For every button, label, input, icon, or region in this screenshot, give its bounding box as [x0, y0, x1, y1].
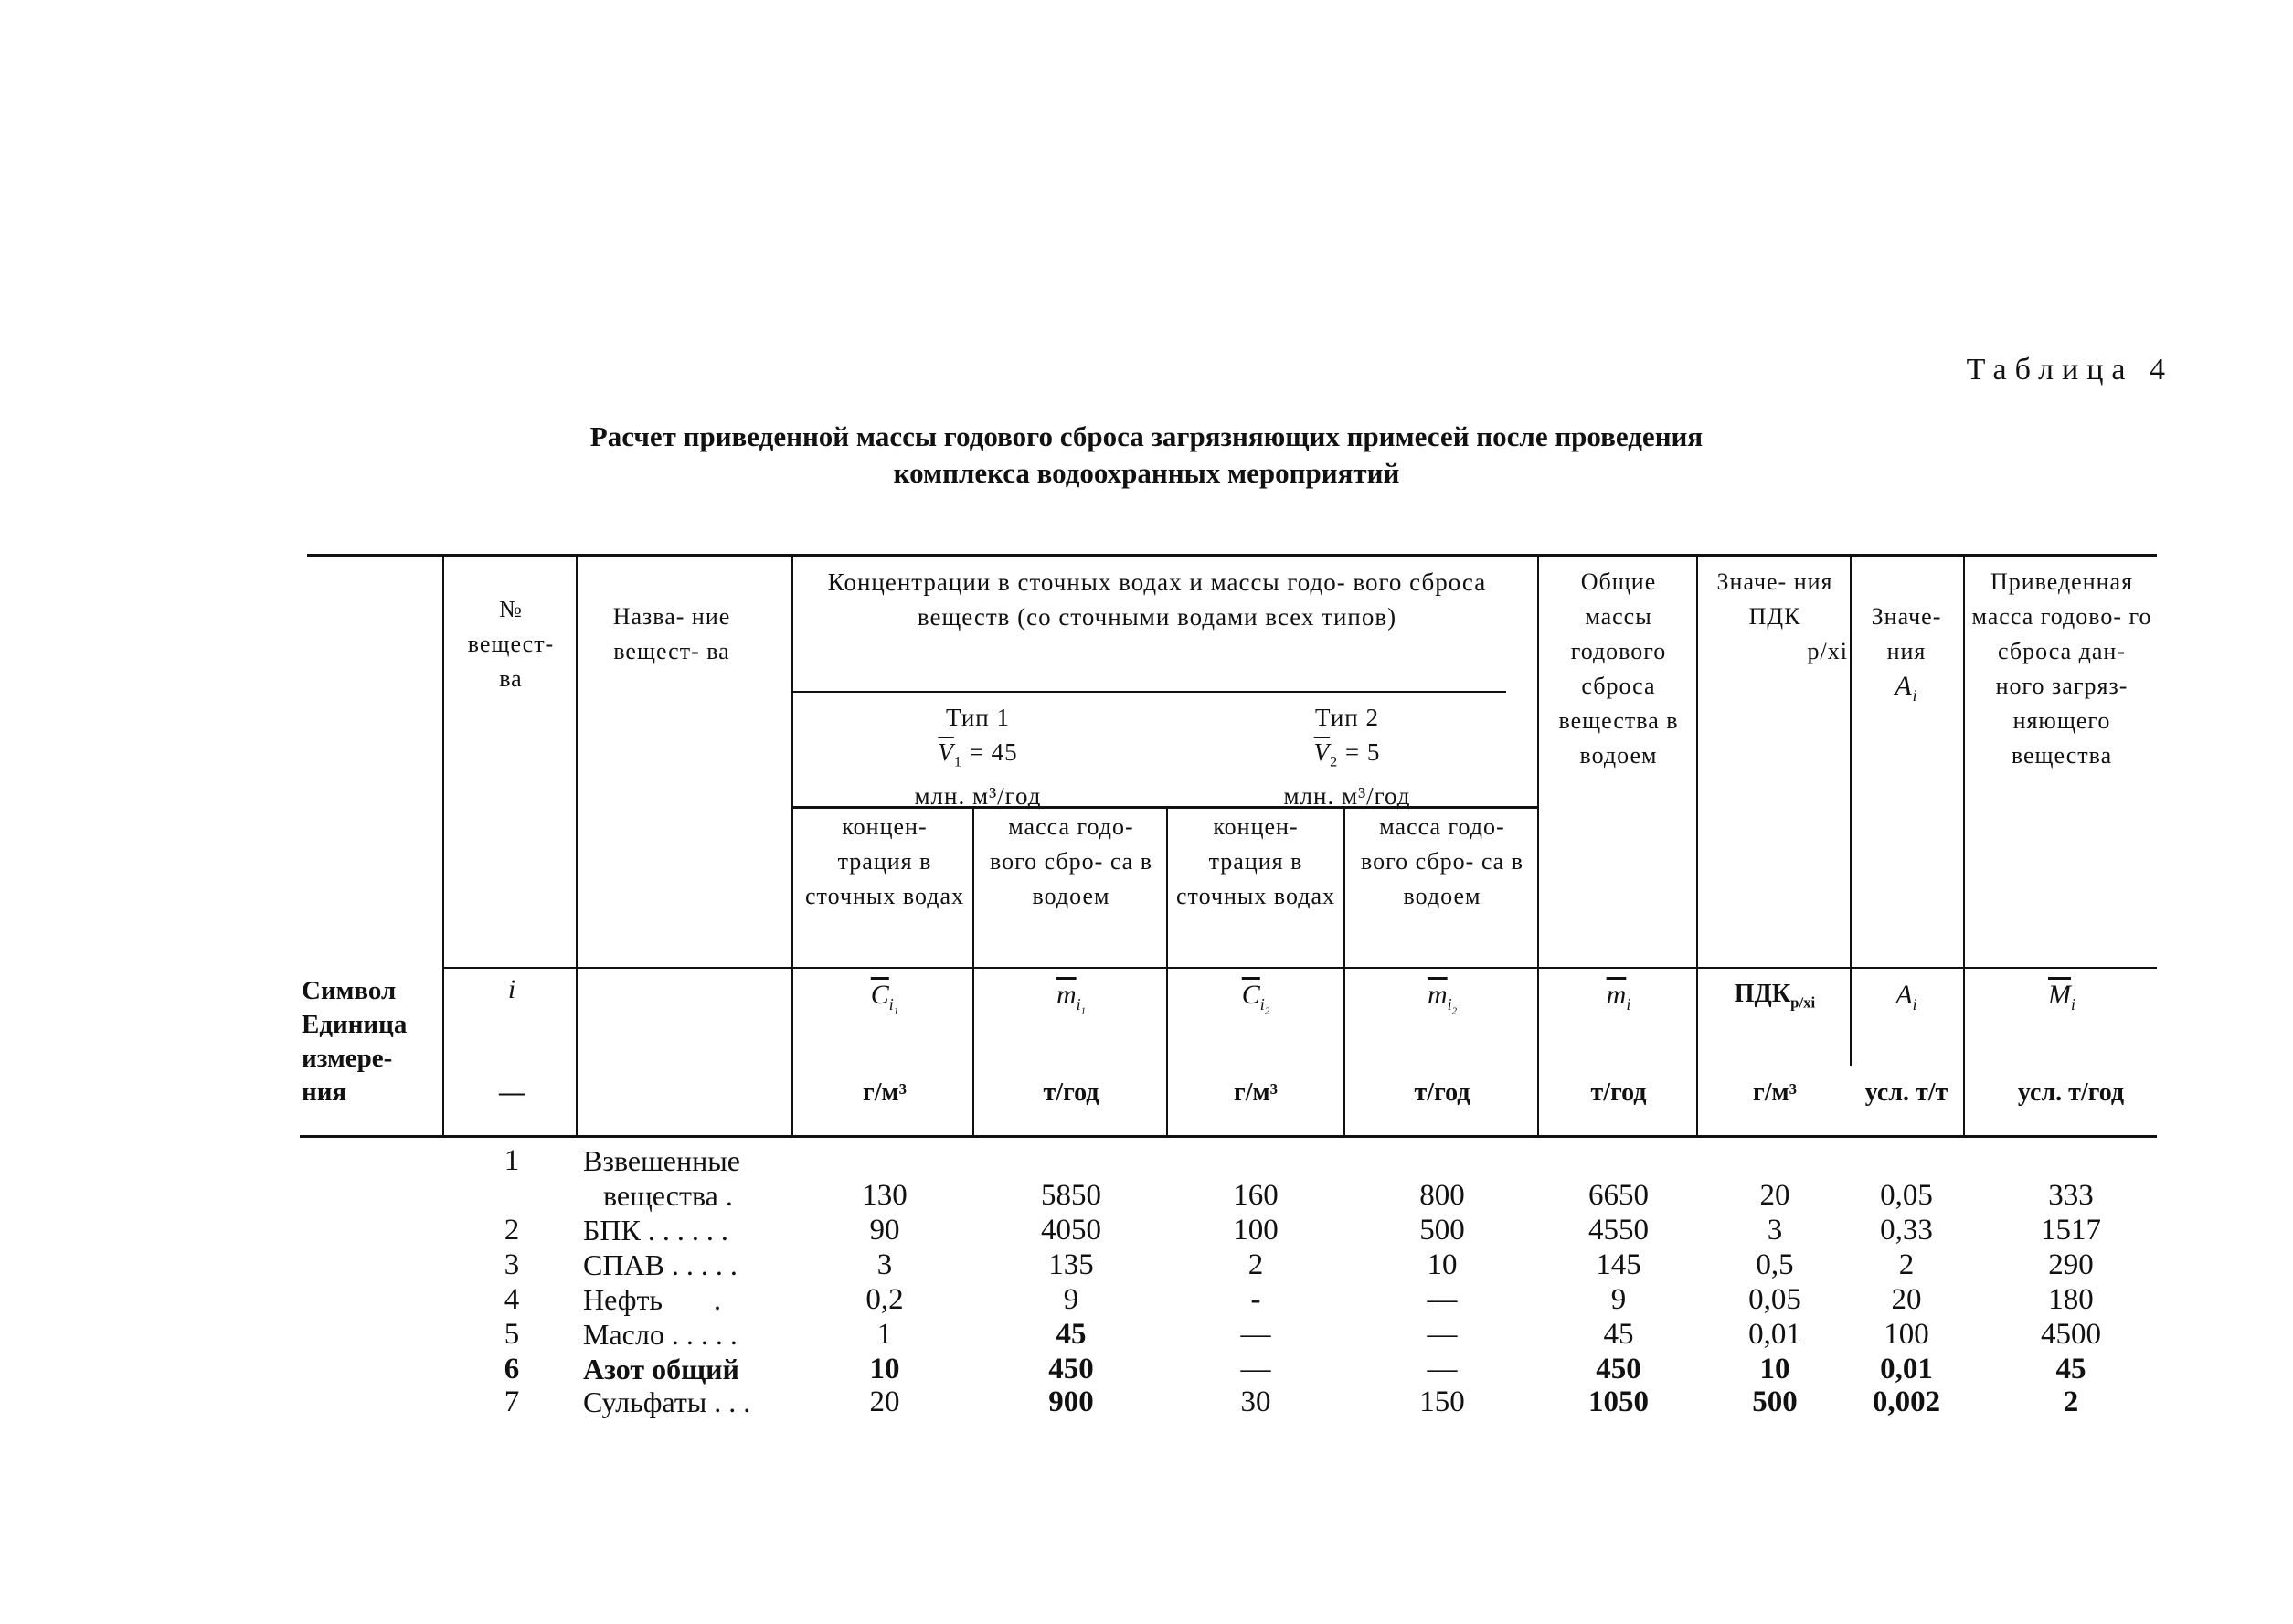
col-divider — [1850, 554, 1852, 1066]
header-pdk-label: Значе- ния ПДК — [1716, 568, 1833, 630]
row-6-m: 450 — [1596, 1353, 1641, 1385]
header-pdk-subscript: р/хi — [1807, 638, 1848, 664]
col-divider — [791, 554, 793, 1135]
table-title — [0, 419, 2293, 492]
title-line-1: Расчет приведенной массы годового сброса загрязняющих примесей после проведения — [589, 420, 1704, 452]
row-7-c2: 30 — [1240, 1385, 1271, 1418]
row-5-number: 5 — [504, 1318, 520, 1351]
row-3-c2: 2 — [1247, 1248, 1264, 1281]
unit-pdk: г/м³ — [1753, 1078, 1797, 1107]
unit-ai: усл. т/т — [1864, 1078, 1948, 1107]
row-3-m1: 135 — [1048, 1248, 1094, 1281]
row-5-c2: — — [1240, 1318, 1271, 1351]
row-2-c2: 100 — [1233, 1214, 1279, 1247]
subheader-mass-2: масса годо- вого сбро- са в водоем — [1360, 813, 1524, 909]
row-5-a: 100 — [1884, 1318, 1929, 1351]
row-7-name: Сульфаты . . . — [583, 1385, 751, 1418]
symbol-Mi-letter: $\overline{M}$ — [2047, 980, 2071, 1010]
row-2-number: 2 — [504, 1214, 520, 1247]
row-5-name: Масло . . . . . — [583, 1318, 738, 1351]
symbol-pdk-subscript: р/хi — [1790, 993, 1816, 1012]
row-5-c1: 1 — [876, 1318, 893, 1351]
row-7-m: 1050 — [1588, 1385, 1649, 1418]
symbol-pdk — [1702, 980, 1848, 1013]
row-1-c2: 160 — [1233, 1179, 1279, 1212]
row-1-a: 0,05 — [1880, 1179, 1933, 1212]
row-1-c1: 130 — [862, 1179, 908, 1212]
row-6-number: 6 — [504, 1353, 520, 1385]
row-3-c1: 3 — [876, 1248, 893, 1281]
header-type-2 — [1210, 700, 1484, 813]
unit-c1: г/м³ — [863, 1078, 907, 1107]
row-6-m1: 450 — [1048, 1353, 1094, 1385]
row-7-c1: 20 — [869, 1385, 900, 1418]
subheader-concentration-1: концен- трация в сточных водах — [805, 813, 964, 909]
row-2-name: БПК . . . . . . — [583, 1214, 728, 1247]
row-2-a: 0,33 — [1880, 1214, 1933, 1247]
symbol-ai: $A_i$ — [1895, 980, 1917, 1014]
row-1-m1: 5850 — [1041, 1179, 1101, 1212]
type-1-volume-value: = 45 — [969, 738, 1018, 766]
row-7-a: 0,002 — [1872, 1385, 1941, 1418]
symbol-mi-letter: $\overline{m}$ — [1606, 980, 1627, 1010]
row-7-number: 7 — [504, 1385, 520, 1418]
row-4-m: 9 — [1610, 1283, 1627, 1316]
row-6-c2: — — [1240, 1353, 1271, 1385]
row-1-name-line-1: Взвешенные — [583, 1144, 740, 1177]
col-divider — [442, 554, 444, 1135]
row-4-name: Нефть . — [583, 1283, 722, 1316]
unit-mi: т/год — [1590, 1078, 1647, 1107]
header-name: Назва- ние вещест- ва — [612, 603, 731, 664]
type-2-volume-value: = 5 — [1344, 738, 1381, 766]
row-2-c1: 90 — [869, 1214, 900, 1247]
header-ai — [1855, 600, 1958, 713]
units-bottom-rule — [300, 1135, 2157, 1138]
header-total-mass: Общие массы годового сброса вещества в водоем — [1558, 568, 1679, 769]
symbol-c2-letter: $\overline{C}$ — [1241, 980, 1260, 1010]
subheader-concentration-2: концен- трация в сточных водах — [1176, 813, 1335, 909]
type-2-unit: млн. м³/год — [1283, 782, 1411, 811]
unit-Mi: усл. т/год — [2017, 1078, 2125, 1107]
header-bottom-rule — [442, 967, 2157, 969]
row-7-m2: 150 — [1419, 1385, 1465, 1418]
unit-m2: т/год — [1414, 1078, 1470, 1107]
header-ai-symbol: $A_i$ — [1895, 671, 1918, 705]
row-2-M: 1517 — [2041, 1214, 2101, 1247]
row-1-number: 1 — [504, 1144, 520, 1177]
row-3-M: 290 — [2048, 1248, 2094, 1281]
row-4-m2: — — [1427, 1283, 1458, 1316]
subheader-mass-1: масса годо- вого сбро- са в водоем — [989, 813, 1153, 909]
symbol-pdk-text: ПДК — [1734, 980, 1791, 1008]
unit-c2: г/м³ — [1234, 1078, 1278, 1107]
type-1-label: Тип 1 — [946, 704, 1010, 731]
row-6-M: 45 — [2055, 1353, 2086, 1385]
symbol-i: i — [507, 974, 516, 1004]
header-pdk — [1702, 565, 1848, 669]
row-1-pdk: 20 — [1759, 1179, 1790, 1212]
symbol-ai-letter: A — [1895, 980, 1913, 1010]
type-1-unit: млн. м³/год — [914, 782, 1042, 811]
symbol-m2-letter: $\overline{m}$ — [1427, 980, 1448, 1010]
symbol-m1-letter: $\overline{m}$ — [1056, 980, 1077, 1010]
row-1-M: 333 — [2048, 1179, 2094, 1212]
type-2-label: Тип 2 — [1315, 704, 1379, 731]
symbol-Mi: $\overline{M}_i$ — [2047, 980, 2075, 1014]
row-3-number: 3 — [504, 1248, 520, 1281]
row-6-c1: 10 — [869, 1353, 900, 1385]
row-5-pdk: 0,01 — [1748, 1318, 1801, 1351]
table-caption: Таблица 4 — [1966, 353, 2173, 387]
row-1-m: 6650 — [1588, 1179, 1649, 1212]
row-7-pdk: 500 — [1752, 1385, 1798, 1418]
row-6-pdk: 10 — [1759, 1353, 1790, 1385]
row-2-m: 4550 — [1588, 1214, 1649, 1247]
col-divider — [1537, 554, 1539, 1135]
row-6-m2: — — [1427, 1353, 1458, 1385]
row-7-m1: 900 — [1048, 1385, 1094, 1418]
type-1-volume: $\overline{V}_1 = 45$ — [938, 738, 1018, 770]
symbol-c1: $\overline{C}_{i_1}$ — [870, 980, 899, 1017]
row-6-a: 0,01 — [1880, 1353, 1933, 1385]
col-divider — [1166, 806, 1168, 1135]
header-concentrations: Концентрации в сточных водах и массы годо- вого сброса веществ (со сточными водами всех типов) — [827, 568, 1487, 631]
type-rule — [791, 691, 1506, 693]
row-5-m2: — — [1427, 1318, 1458, 1351]
row-3-m2: 10 — [1427, 1248, 1458, 1281]
col-divider — [576, 554, 578, 1135]
top-rule — [307, 554, 2157, 557]
row-3-a: 2 — [1898, 1248, 1915, 1281]
row-2-pdk: 3 — [1767, 1214, 1783, 1247]
row-5-m: 45 — [1603, 1318, 1634, 1351]
header-number: № вещест- ва — [467, 596, 555, 692]
col-divider — [1696, 554, 1698, 1135]
symbol-c1-letter: $\overline{C}$ — [870, 980, 889, 1010]
row-5-m1: 45 — [1056, 1318, 1087, 1351]
row-6-name: Азот общий — [583, 1353, 739, 1385]
row-4-a: 20 — [1891, 1283, 1922, 1316]
row-4-c1: 0,2 — [865, 1283, 904, 1316]
header-reduced-mass: Приведенная масса годово- го сброса дан- ного загряз- няющего вещества — [1971, 568, 2152, 769]
symbol-m2: $\overline{m}_{i_2}$ — [1427, 980, 1458, 1017]
symbol-m1: $\overline{m}_{i_1}$ — [1056, 980, 1087, 1017]
header-type-1 — [841, 700, 1115, 813]
unit-m1: т/год — [1043, 1078, 1099, 1107]
unit-number: — — [499, 1078, 525, 1107]
row-4-pdk: 0,05 — [1748, 1283, 1801, 1316]
row-4-number: 4 — [504, 1283, 520, 1316]
header-ai-label: Значе- ния — [1871, 603, 1942, 664]
col-divider — [1343, 806, 1345, 1135]
row-4-c2: - — [1250, 1283, 1261, 1316]
row-4-m1: 9 — [1063, 1283, 1079, 1316]
row-1-name-line-2: вещества . — [603, 1179, 733, 1212]
row-1-m2: 800 — [1419, 1179, 1465, 1212]
title-line-2: комплекса водоохранных мероприятий — [893, 457, 1400, 489]
symbol-row-label: Символ Единица измере- ния — [302, 976, 408, 1107]
col-divider — [1963, 554, 1965, 1135]
row-7-M: 2 — [2063, 1385, 2079, 1418]
row-4-M: 180 — [2048, 1283, 2094, 1316]
row-2-m2: 500 — [1419, 1214, 1465, 1247]
row-2-m1: 4050 — [1041, 1214, 1101, 1247]
type-2-volume: $\overline{V}_2 = 5$ — [1313, 738, 1381, 770]
col-divider — [972, 806, 974, 1135]
row-3-m: 145 — [1596, 1248, 1641, 1281]
symbol-mi: $\overline{m}_i$ — [1606, 980, 1631, 1014]
row-3-name: СПАВ . . . . . — [583, 1248, 738, 1281]
row-3-pdk: 0,5 — [1756, 1248, 1794, 1281]
symbol-c2: $\overline{C}_{i_2}$ — [1241, 980, 1270, 1017]
row-5-M: 4500 — [2041, 1318, 2101, 1351]
